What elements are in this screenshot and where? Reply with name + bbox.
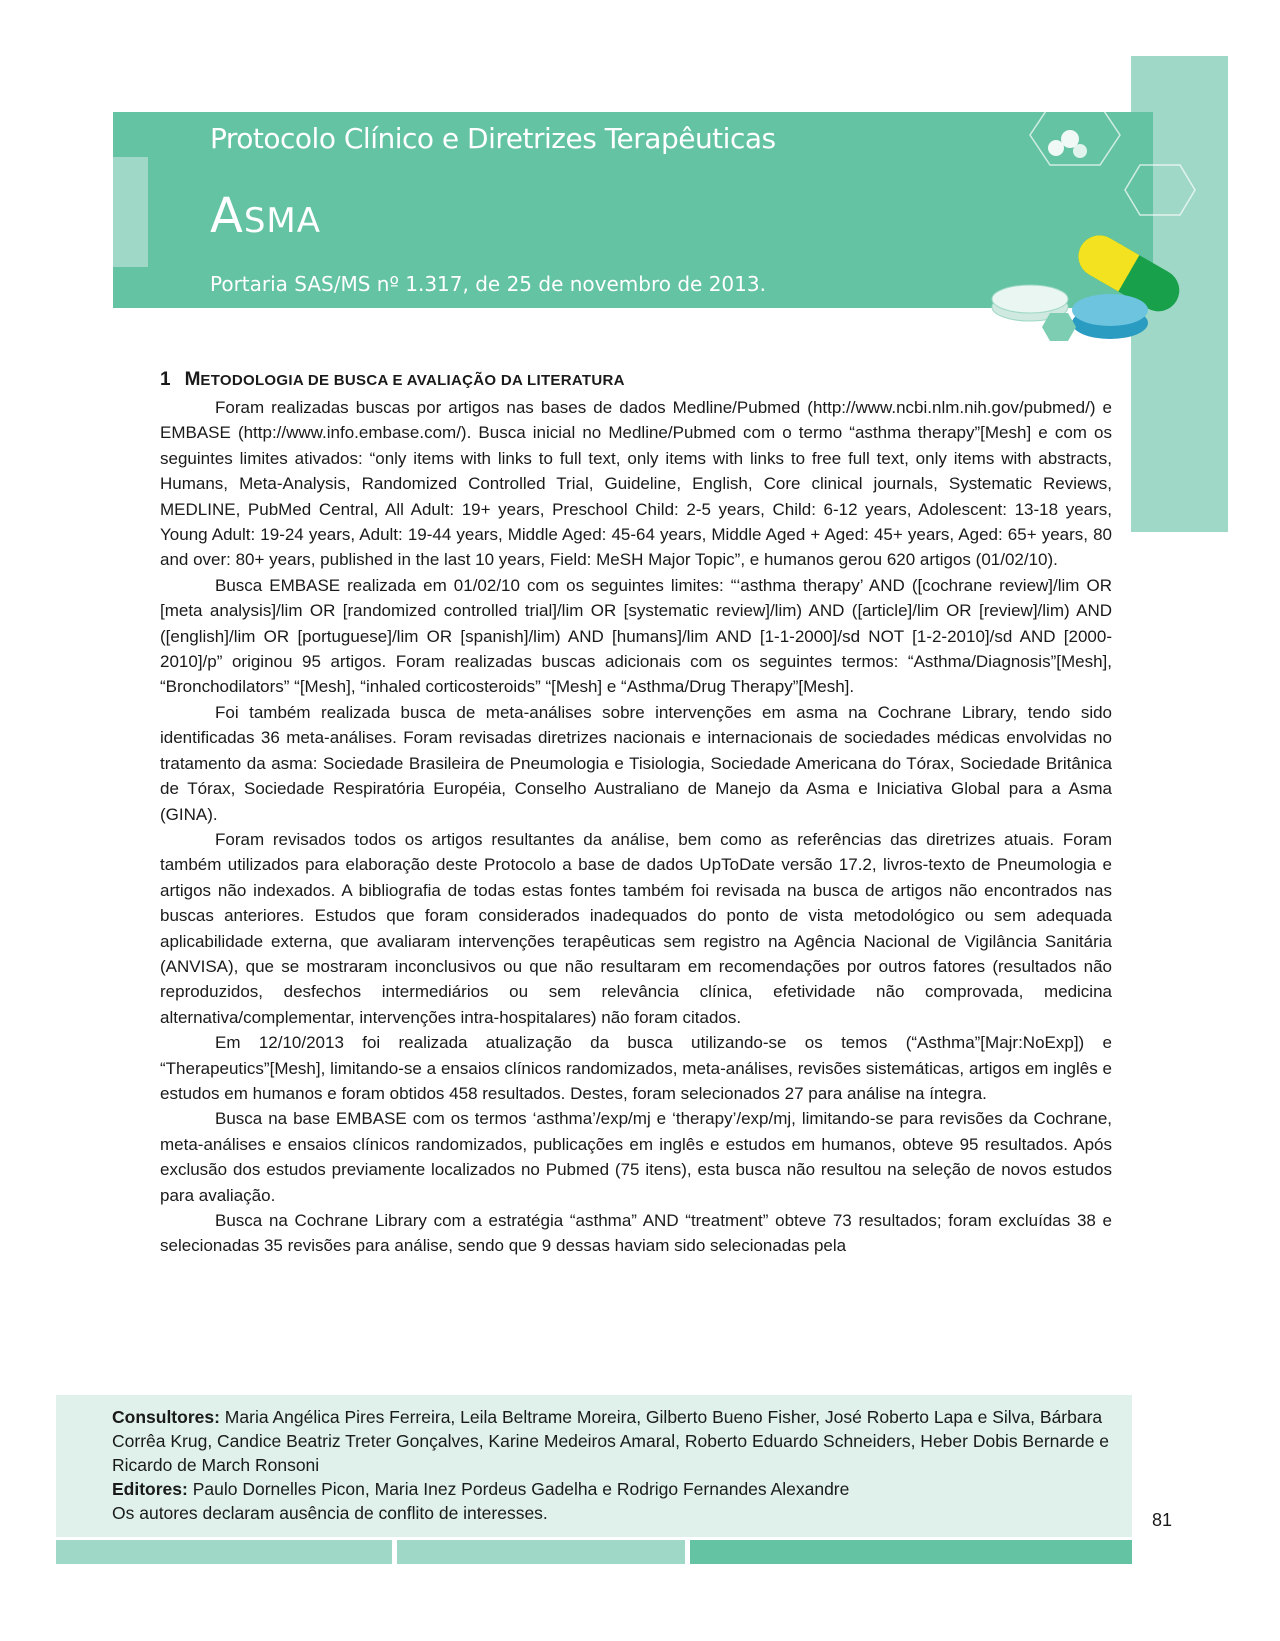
editores-names: Paulo Dornelles Picon, Maria Inez Pordeus Gadelha e Rodrigo Fernandes Alexandre bbox=[187, 1479, 850, 1499]
portaria-line: Portaria SAS/MS nº 1.317, de 25 de novembro de 2013. bbox=[210, 272, 766, 296]
editores-line bbox=[112, 1477, 1112, 1501]
consultores-label: Consultores: bbox=[112, 1407, 220, 1427]
paragraph: Busca EMBASE realizada em 01/02/10 com os seguintes limites: “‘asthma therapy’ AND ([cochrane review]/lim OR [meta analysis]/lim OR [randomized controlled trial]/lim OR [systematic review]/lim) AND ([article]/lim OR [review]/lim) AND ([english]/lim OR [portuguese]/lim OR [spanish]/lim) AND [humans]/lim AND [1-1-2000]/sd NOT [1-2-2010]/sd AND [2000-2010]/p” originou 95 artigos. Foram realizadas buscas adicionais com os seguintes termos: “Asthma/Diagnosis”[Mesh], “Bronchodilators” “[Mesh], “inhaled corticosteroids” “[Mesh] e “Asthma/Drug Therapy”[Mesh]. bbox=[160, 575, 1112, 697]
credits-text bbox=[112, 1405, 1112, 1525]
section-title-initial: M bbox=[184, 369, 201, 390]
page-title: Asma bbox=[210, 188, 322, 244]
consultores-line bbox=[112, 1405, 1112, 1477]
editores-label: Editores: bbox=[112, 1479, 188, 1499]
footer-bar bbox=[56, 1540, 392, 1564]
page-number: 81 bbox=[1152, 1510, 1173, 1530]
paragraph: Foram revisados todos os artigos resultantes da análise, bem como as referências das diretrizes atuais. Foram também utilizados para elaboração deste Protocolo a base de dados UpToDate versão 17.2, livros-texto de Pneumologia e artigos não indexados. A bibliografia de todas estas fontes também foi revisada na busca de artigos não encontrados nas buscas anteriores. Estudos que foram considerados inadequados do ponto de vista metodológico ou sem adequada aplicabilidade externa, que avaliaram intervenções terapêuticas sem registro na Agência Nacional de Vigilância Sanitária (ANVISA), que se mostraram inconclusivos ou que não resultaram em recomendações por outros fatores (resultados não reproduzidos, desfechos intermediários ou sem relevância clínica, efetividade não comprovada, medicina alternativa/complementar, intervenções intra-hospitalares) não foram citados. bbox=[160, 829, 1112, 1027]
protocol-subtitle: Protocolo Clínico e Diretrizes Terapêuticas bbox=[210, 122, 776, 155]
header-side-block bbox=[113, 157, 148, 267]
footer-bar bbox=[690, 1540, 1132, 1564]
section-number: 1 bbox=[160, 369, 171, 390]
pills-illustration bbox=[990, 95, 1230, 365]
section-heading bbox=[160, 367, 1112, 393]
section-title-rest: ETODOLOGIA DE BUSCA E AVALIAÇÃO DA LITERATURA bbox=[200, 372, 625, 389]
conflict-statement: Os autores declaram ausência de conflito de interesses. bbox=[112, 1503, 548, 1523]
paragraph: Foram realizadas buscas por artigos nas bases de dados Medline/Pubmed (http://www.ncbi.nlm.nih.gov/pubmed/) e EMBASE (http://www.info.embase.com/). Busca inicial no Medline/Pubmed com o termo “asthma therapy”[Mesh] e com os seguintes limites ativados: “only items with links to full text, only items with links to free full text, only items with abstracts, Humans, Meta-Analysis, Randomized Controlled Trial, Guideline, English, Core clinical journals, Systematic Reviews, MEDLINE, PubMed Central, All Adult: 19+ years, Preschool Child: 2-5 years, Child: 6-12 years, Adolescent: 13-18 years, Young Adult: 19-24 years, Adult: 19-44 years, Middle Aged: 45-64 years, Middle Aged + Aged: 45+ years, Aged: 65+ years, 80 and over: 80+ years, published in the last 10 years, Field: MeSH Major Topic”, e humanos gerou 620 artigos (01/02/10). bbox=[160, 398, 1112, 570]
consultores-names: Maria Angélica Pires Ferreira, Leila Beltrame Moreira, Gilberto Bueno Fisher, José Roberto Lapa e Silva, Bárbara Corrêa Krug, Candice Beatriz Treter Gonçalves, Karine Medeiros Amaral, Roberto Eduardo Schneiders, Heber Dobis Bernarde e Ricardo de March Ronsoni bbox=[112, 1407, 1110, 1475]
paragraph: Em 12/10/2013 foi realizada atualização da busca utilizando-se os temos (“Asthma”[Majr:NoExp]) e “Therapeutics”[Mesh], limitando-se a ensaios clínicos randomizados, meta-análises, revisões sistemáticas, artigos em inglês e estudos em humanos e foram obtidos 458 resultados. Destes, foram selecionados 27 para análise na íntegra. bbox=[160, 1033, 1112, 1103]
main-content bbox=[160, 367, 1112, 1259]
paragraph: Busca na base EMBASE com os termos ‘asthma’/exp/mj e ‘therapy’/exp/mj, limitando-se para revisões da Cochrane, meta-análises e ensaios clínicos randomizados, publicações em inglês e estudos em humanos, obteve 95 resultados. Após exclusão dos estudos previamente localizados no Pubmed (75 itens), esta busca não resultou na seleção de novos estudos para avaliação. bbox=[160, 1109, 1112, 1205]
footer-bar bbox=[397, 1540, 685, 1564]
paragraph: Foi também realizada busca de meta-análises sobre intervenções em asma na Cochrane Library, tendo sido identificadas 36 meta-análises. Foram revisadas diretrizes nacionais e internacionais de sociedades médicas envolvidas no tratamento da asma: Sociedade Brasileira de Pneumologia e Tisiologia, Sociedade Americana do Tórax, Sociedade Britânica de Tórax, Sociedade Respiratória Européia, Conselho Australiano de Manejo da Asma e Iniciativa Global para a Asma (GINA). bbox=[160, 702, 1112, 824]
paragraph: Busca na Cochrane Library com a estratégia “asthma” AND “treatment” obteve 73 resultados; foram excluídas 38 e selecionadas 35 revisões para análise, sendo que 9 dessas haviam sido selecionadas pela bbox=[160, 1211, 1112, 1256]
